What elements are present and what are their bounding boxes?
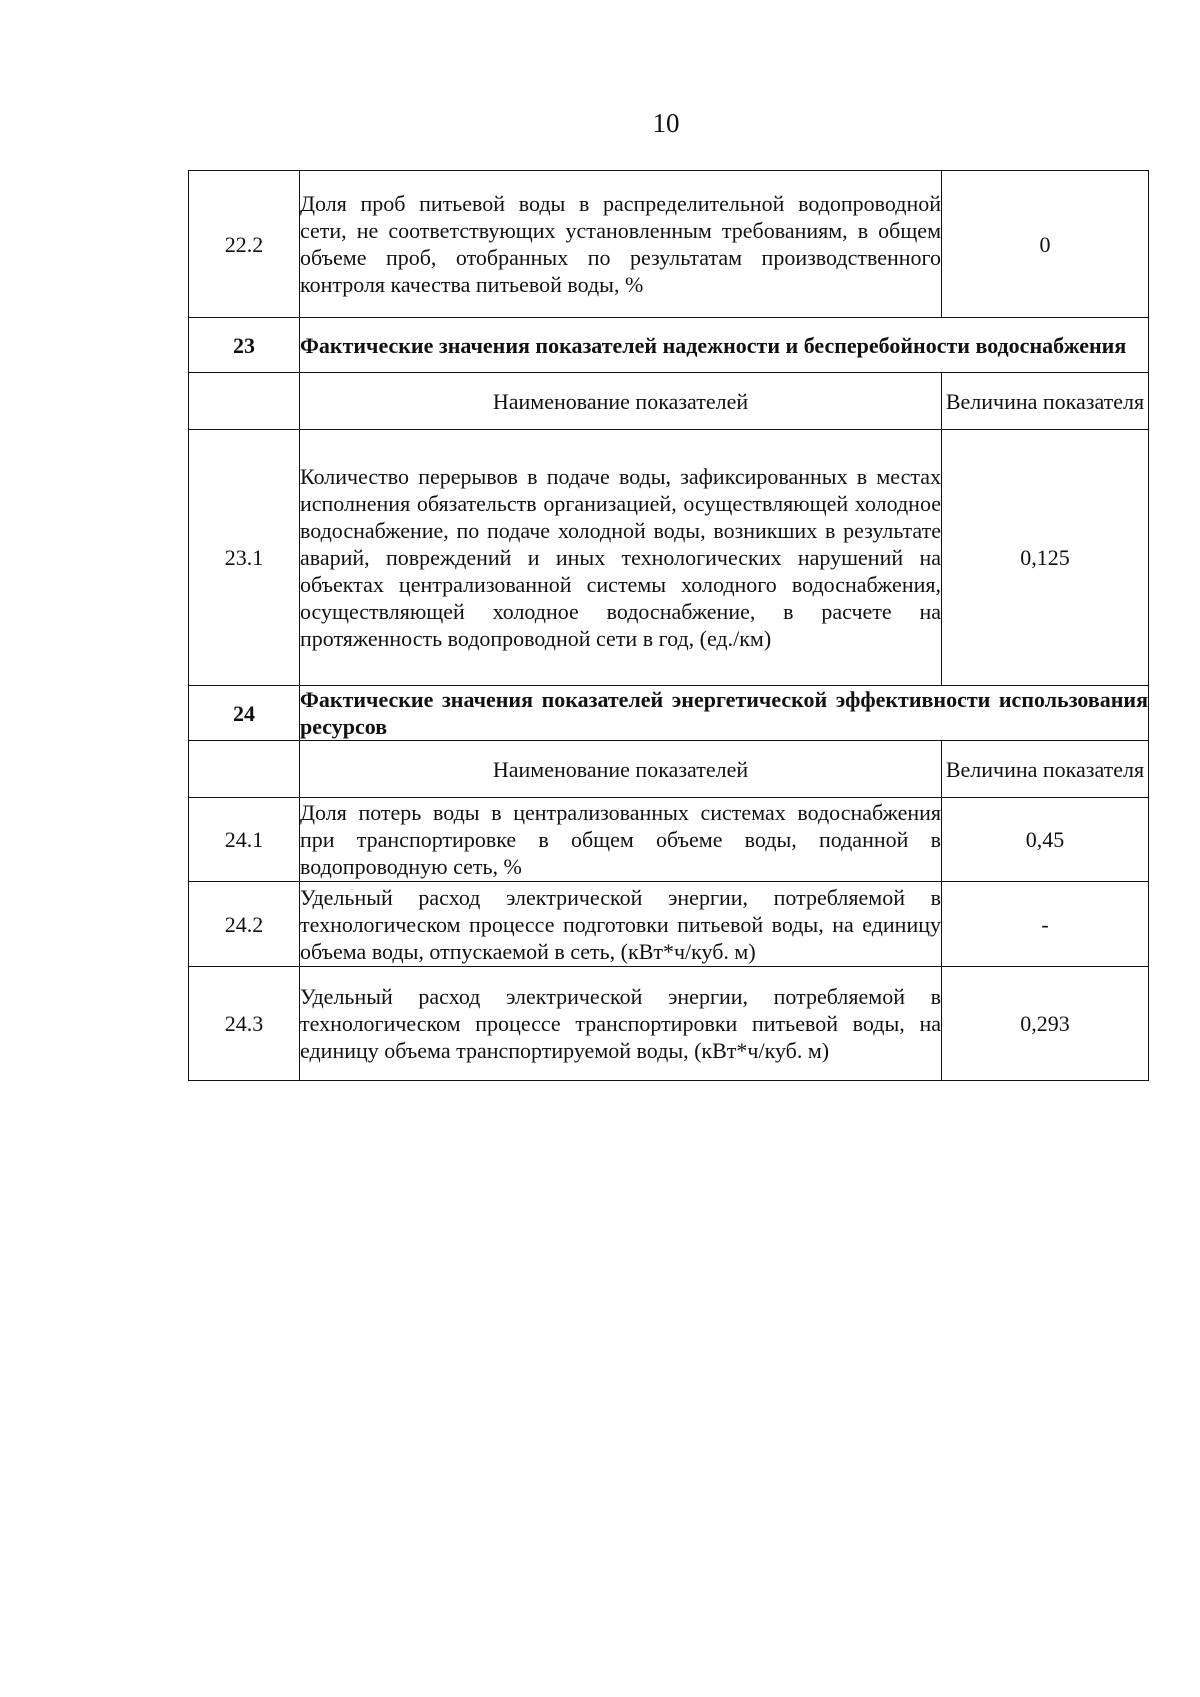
indicators-table (188, 170, 1149, 1081)
indicator-description: Удельный расход электрической энергии, потребляемой в технологическом процессе подготовки питьевой воды, на единицу объема воды, отпускаемой в сеть, (кВт*ч/куб. м) (300, 882, 942, 967)
column-header-name: Наименование показателей (300, 373, 942, 430)
section-row (189, 318, 1149, 373)
empty-cell (189, 373, 300, 430)
indicator-description: Доля проб питьевой воды в распределительной водопроводной сети, не соответствующих установленным требованиям, в общем объеме проб, отобранных по результатам производственного контроля качества питьевой воды, % (300, 171, 942, 318)
column-header-value: Величина показателя (942, 373, 1149, 430)
empty-cell (189, 741, 300, 798)
section-title: Фактические значения показателей надежности и бесперебойности водоснабжения (300, 318, 1149, 373)
indicator-value: 0,293 (942, 967, 1149, 1081)
header-row (189, 373, 1149, 430)
indicator-description: Доля потерь воды в централизованных системах водоснабжения при транспортировке в общем объеме воды, поданной в водопроводную сеть, % (300, 798, 942, 882)
table-row (189, 967, 1149, 1081)
row-number: 24.1 (189, 798, 300, 882)
indicator-description: Количество перерывов в подаче воды, зафиксированных в местах исполнения обязательств организацией, осуществляющей холодное водоснабжение, по подаче холодной воды, возникших в результате аварий, повреждений и иных технологических нарушений на объектах централизованной системы холодного водоснабжения, осуществляющей холодное водоснабжение, в расчете на протяженность водопроводной сети в год, (ед./км) (300, 430, 942, 686)
section-number: 23 (189, 318, 300, 373)
row-number: 24.2 (189, 882, 300, 967)
indicator-description: Удельный расход электрической энергии, потребляемой в технологическом процессе транспортировки питьевой воды, на единицу объема транспортируемой воды, (кВт*ч/куб. м) (300, 967, 942, 1081)
row-number: 23.1 (189, 430, 300, 686)
indicator-value: 0 (942, 171, 1149, 318)
header-row (189, 741, 1149, 798)
indicator-value: - (942, 882, 1149, 967)
section-row (189, 686, 1149, 741)
page-number: 10 (652, 108, 680, 138)
section-number: 24 (189, 686, 300, 741)
row-number: 24.3 (189, 967, 300, 1081)
row-number: 22.2 (189, 171, 300, 318)
indicator-value: 0,125 (942, 430, 1149, 686)
table-row (189, 798, 1149, 882)
table-row (189, 430, 1149, 686)
table-row (189, 882, 1149, 967)
table-row (189, 171, 1149, 318)
section-title: Фактические значения показателей энергетической эффективности использования ресурсов (300, 687, 1148, 739)
column-header-name: Наименование показателей (300, 741, 942, 798)
column-header-value: Величина показателя (942, 741, 1149, 798)
indicator-value: 0,45 (942, 798, 1149, 882)
